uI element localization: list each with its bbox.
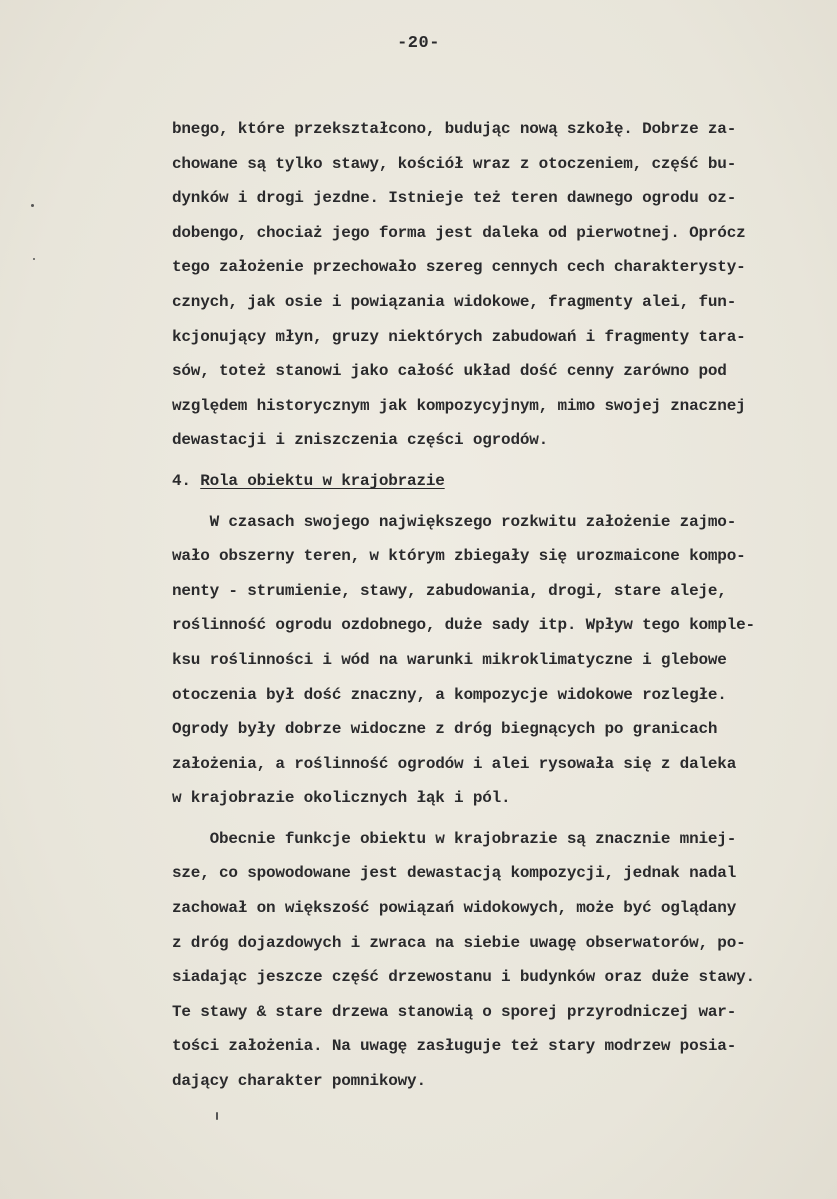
text-line: zachował on większość powiązań widokowych, może być oglądany (172, 899, 737, 918)
text-line: bnego, które przekształcono, budując nową szkołę. Dobrze za- (172, 120, 737, 138)
text-line: otoczenia był dość znaczny, a kompozycje widokowe rozległe. (172, 685, 727, 704)
text-line: dewastacji i zniszczenia części ogrodów. (172, 431, 549, 450)
text-line: dający charakter pomnikowy. (172, 1072, 426, 1091)
text-line: tego założenie przechowało szereg cennych cech charakterysty- (172, 258, 746, 277)
text-line: sów, toteż stanowi jako całość układ dość cenny zarówno pod (172, 362, 727, 381)
paragraph-2 (172, 505, 812, 816)
margin-mark (216, 1112, 218, 1120)
text-line: tości założenia. Na uwagę zasługuje też stary modrzew posia- (172, 1037, 737, 1056)
text-line: wało obszerny teren, w którym zbiegały się urozmaicone kompo- (172, 547, 746, 566)
section-number: 4. (172, 471, 191, 490)
text-line: siadając jeszcze część drzewostanu i budynków oraz duże stawy. (172, 968, 755, 987)
margin-mark (33, 258, 35, 260)
text-line: nenty - strumienie, stawy, zabudowania, drogi, stare aleje, (172, 581, 727, 600)
text-line: Obecnie funkcje obiektu w krajobrazie są znacznie mniej- (172, 829, 737, 848)
text-line: w krajobrazie okolicznych łąk i pól. (172, 789, 511, 808)
text-line: cznych, jak osie i powiązania widokowe, fragmenty alei, fun- (172, 292, 737, 311)
text-line: kcjonujący młyn, gruzy niektórych zabudowań i fragmenty tara- (172, 327, 746, 346)
body-text (172, 112, 812, 1099)
text-line: względem historycznym jak kompozycyjnym, mimo swojej znacznej (172, 396, 746, 415)
text-line: roślinność ogrodu ozdobnego, duże sady itp. Wpływ tego komple- (172, 616, 755, 635)
paragraph-3 (172, 822, 812, 1099)
section-heading (172, 464, 812, 499)
text-line: W czasach swojego największego rozkwitu założenie zajmo- (172, 512, 737, 531)
text-line: Ogrody były dobrze widoczne z dróg biegnących po granicach (172, 720, 718, 739)
text-line: dobengo, chociaż jego forma jest daleka od pierwotnej. Oprócz (172, 223, 746, 242)
text-line: dynków i drogi jezdne. Istnieje też teren dawnego ogrodu oz- (172, 189, 737, 208)
text-line: ksu roślinności i wód na warunki mikroklimatyczne i glebowe (172, 650, 727, 669)
text-line: sze, co spowodowane jest dewastacją kompozycji, jednak nadal (172, 864, 737, 883)
text-line: Te stawy & stare drzewa stanowią o sporej przyrodniczej war- (172, 1002, 737, 1021)
page-number: -20- (397, 34, 440, 53)
margin-mark (31, 204, 34, 207)
text-line: chowane są tylko stawy, kościół wraz z otoczeniem, część bu- (172, 154, 737, 173)
section-title: Rola obiektu w krajobrazie (200, 471, 445, 490)
text-line: z dróg dojazdowych i zwraca na siebie uwagę obserwatorów, po- (172, 933, 746, 952)
paragraph-1 (172, 112, 812, 458)
text-line: założenia, a roślinność ogrodów i alei rysowała się z daleka (172, 754, 737, 773)
